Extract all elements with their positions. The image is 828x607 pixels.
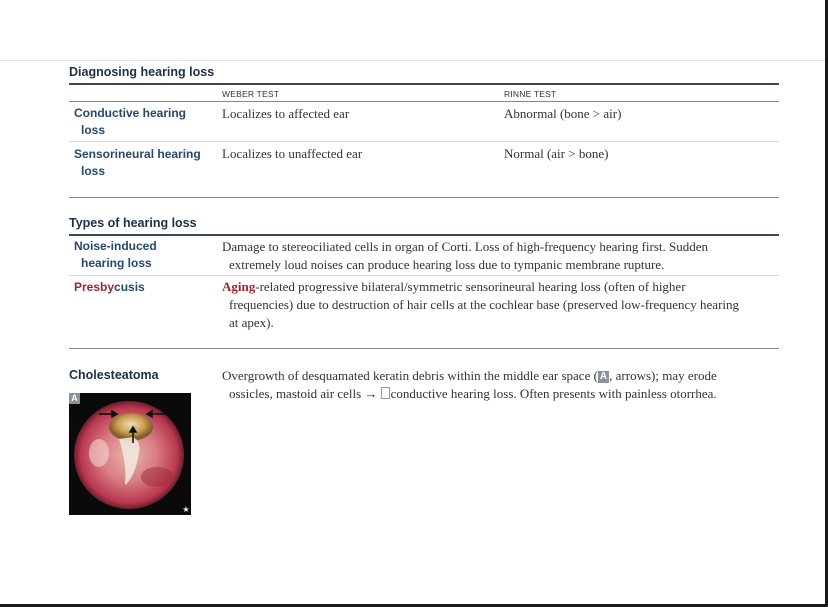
presbycusis-description: Aging-related progressive bilateral/symmetric sensorineural hearing loss (often of higher frequencies) due to destruction of hair cells at the cochlear base (preserved low-frequency hearing at apex). [222, 279, 740, 330]
section-rule [69, 197, 779, 198]
weber-column-header: WEBER TEST [222, 89, 280, 99]
row-label-presbycusis: Presbycusis [74, 280, 145, 294]
row-label-noise-induced: Noise-induced hearing loss [74, 239, 157, 270]
conductive-rinne: Abnormal (bone > air) [504, 106, 622, 121]
otoscopy-image [69, 393, 191, 515]
star-icon: ★ [182, 505, 190, 514]
conductive-weber: Localizes to affected ear [222, 106, 350, 121]
rinne-column-header: RINNE TEST [504, 89, 557, 99]
row-divider [69, 275, 779, 276]
types-top-rule [69, 234, 779, 236]
figure-ref-badge: A [599, 371, 608, 382]
image-panel-label: A [69, 393, 80, 404]
diagnosing-top-rule [69, 83, 779, 85]
down-arrow-glyph-icon [381, 387, 390, 399]
noise-induced-description: Damage to stereociliated cells in organ of Corti. Loss of high-frequency hearing first. Sudden extremely loud noises can produce hearing loss due to tympanic membrane rupture. [222, 239, 709, 272]
sensorineural-weber: Localizes to unaffected ear [222, 146, 363, 161]
types-title: Types of hearing loss [69, 216, 197, 230]
row-divider [69, 141, 779, 142]
diagnosing-title: Diagnosing hearing loss [69, 65, 215, 79]
top-divider [0, 60, 828, 61]
cholesteatoma-description: Overgrowth of desquamated keratin debris within the middle ear space ( A , arrows); may erode ossicles, mastoid air cells → conductive hearing loss. Often presents with painless otorrhea. [222, 368, 717, 401]
cholesteatoma-title: Cholesteatoma [69, 368, 159, 382]
row-label-conductive: Conductive hearing loss [74, 106, 187, 137]
row-label-sensorineural: Sensorineural hearing loss [74, 147, 201, 178]
header-rule [69, 101, 779, 102]
sensorineural-rinne: Normal (air > bone) [504, 146, 609, 161]
section-rule [69, 348, 779, 349]
